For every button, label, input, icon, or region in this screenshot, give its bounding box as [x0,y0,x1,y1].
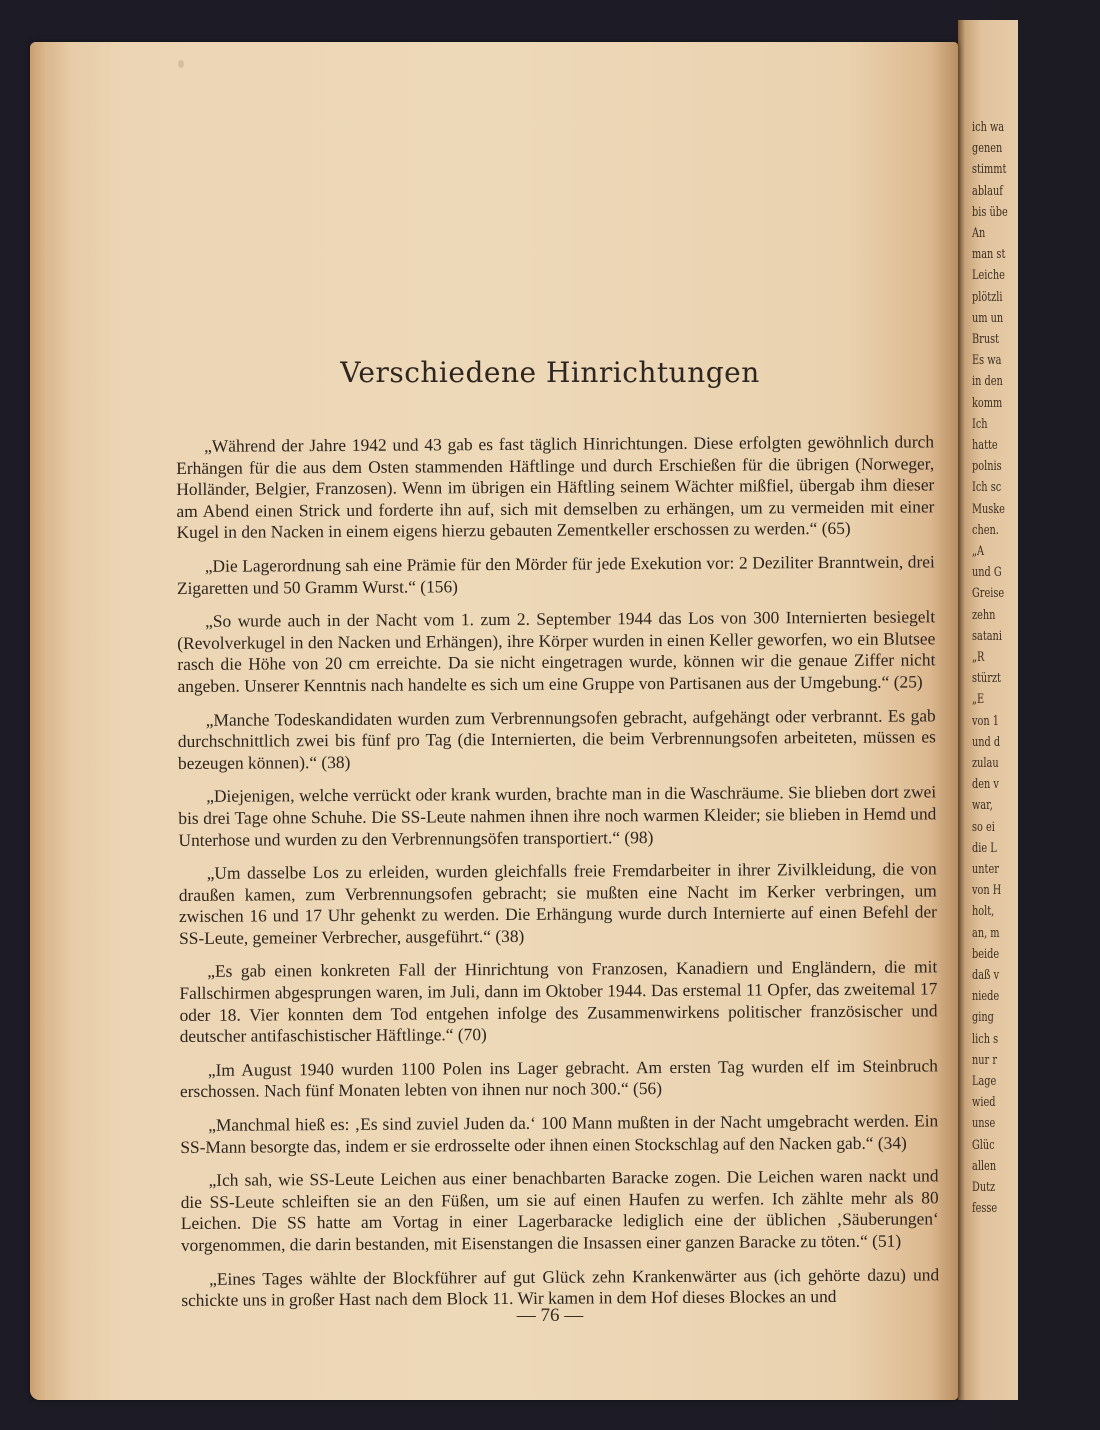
page-number: — 76 — [516,1305,584,1326]
adjacent-page-fragment: „E [972,692,985,708]
adjacent-page-fragment: stimmt [972,162,1007,178]
adjacent-page-fragment: polnis [972,459,1002,475]
adjacent-page-fragment: beide [972,946,1000,962]
adjacent-page-fragment: genen [972,141,1003,157]
adjacent-page-fragment: den v [972,777,999,793]
adjacent-page-fragment: zulau [972,756,999,771]
adjacent-page-fragment: an, m [972,925,1000,941]
paragraph: „Im August 1940 wurden 1100 Polen ins Lager gebracht. Am ersten Tag wurden elf im Steinbruch erschossen. Nach fünf Monaten lebten von ihnen nur noch 300.“ (56) [179,1055,938,1102]
adjacent-page-fragment: nur r [972,1052,997,1068]
adjacent-page-fragment: Brust [972,332,1000,347]
chapter-title: Verschiedene Hinrichtungen [340,356,760,389]
adjacent-page-fragment: plötzli [972,289,1003,305]
adjacent-page-fragment: komm [972,395,1003,411]
adjacent-page-fragment: Muske [972,501,1005,517]
body-text [176,431,939,1323]
adjacent-page-fragment: Greise [972,586,1005,602]
adjacent-page-fragment: holt, [972,904,995,920]
adjacent-page-fragment: satani [972,628,1002,644]
adjacent-page-fragment: Ich [972,416,988,432]
adjacent-page-fragment: Es wa [972,353,1002,369]
page-edge-shading [30,42,70,1400]
adjacent-page-fragment: um un [972,310,1004,326]
paragraph: „Diejenigen, welche verrückt oder krank wurden, brachte man in die Waschräume. Sie blieben dort zwei bis drei Tage ohne Schuhe. Die SS-Leute nahmen ihnen ihre noch warmen Kleider; sie blieben in Hemd und Unterhose und wurden zu den Verbrennungsöfen transportiert.“ (98) [178,781,937,850]
adjacent-page-fragment: ging [972,1010,994,1026]
adjacent-page-fragment: unse [972,1116,996,1132]
paragraph: „Manchmal hieß es: ‚Es sind zuviel Juden da.‘ 100 Mann mußten in der Nacht umgebracht werden. Ein SS-Mann besorgte das, indem er sie erdrosselte oder ihnen einen Stockschlag auf den Nacken gab.“ (34) [180,1110,939,1157]
adjacent-page-fragment: und G [972,565,1002,581]
adjacent-page-fragment: die L [972,840,997,856]
paragraph: „So wurde auch in der Nacht vom 1. zum 2. September 1944 das Los von 300 Internierten besiegelt (Revolverkugel in den Nacken und Erhängen), ihre Körper wurden in einen Keller geworfen, wo ein Blutsee rasch die Höhe von 20 cm erreichte. Da sie nicht eingetragen wurde, können wir die genaue Ziffer nicht angeben. Unserer Kenntnis nach handelte es sich um eine Gruppe von Partisanen aus der Umgebung.“ (25) [177,606,936,696]
paragraph: „Manche Todeskandidaten wurden zum Verbrennungsofen gebracht, aufgehängt oder verbrannt. Es gab durchschnittlich zwei bis fünf pro Tag (die Internierten, die beim Verbrennungsofen arbeiteten, müssen es bezeugen können).“ (38) [177,704,936,773]
adjacent-page-fragment: An [972,226,986,241]
adjacent-page-fragment: niede [972,989,1000,1005]
adjacent-page-fragment: hatte [972,438,998,453]
page-stain [178,60,184,68]
adjacent-page-fragment: bis übe [972,204,1008,220]
adjacent-page-fragment: daß v [972,968,1000,983]
adjacent-page-fragment: so ei [972,819,995,835]
adjacent-page-fragment: von 1 [972,713,999,729]
adjacent-page-fragment: von H [972,883,1002,899]
adjacent-page-fragment: unter [972,862,999,877]
adjacent-page-fragment: wied [972,1095,996,1111]
adjacent-page-fragment: Lage [972,1074,997,1089]
adjacent-page-fragment: war, [972,798,993,814]
paragraph: „Ich sah, wie SS-Leute Leichen aus einer benachbarten Baracke zogen. Die Leichen waren nackt und die SS-Leute schleiften sie an den Füßen, um sie auf einen Haufen zu werfen. Ich zählte mehr als 80 Leichen. Die SS hatte am Vortag in einer Lagerbaracke lediglich eine der üblichen ‚Säuberungen‘ vorgenommen, die darin bestanden, mit Eisenstangen die Insassen einer ganzen Baracke zu töten.“ (51) [180,1165,939,1255]
paragraph: „Die Lagerordnung sah eine Prämie für den Mörder für jede Exekution vor: 2 Deziliter Branntwein, drei Zigaretten und 50 Gramm Wurst.“ (156) [176,551,935,598]
adjacent-page-fragment: „R [972,650,985,665]
adjacent-page-fragment: lich s [972,1031,999,1047]
adjacent-page [958,20,1018,1400]
adjacent-page-fragment: stürzt [972,671,1001,687]
paragraph: „Während der Jahre 1942 und 43 gab es fast täglich Hinrichtungen. Diese erfolgten gewöhnlich durch Erhängen für die aus dem Osten stammenden Häftlinge und durch Erschießen für die übrigen (Norweger, Holländer, Belgier, Franzosen). Wenn im übrigen ein Häftling seinem Wächter mißfiel, übergab ihm dieser am Abend einen Strick und forderte ihn auf, sich mit demselben zu erhängen, um zu vermeiden mit einer Kugel in den Nacken in einem eigens hierzu gebauten Zementkeller erschossen zu werden.“ (65) [176,431,935,543]
adjacent-page-fragment: allen [972,1158,997,1174]
adjacent-page-fragment: chen. [972,522,999,538]
paragraph: „Es gab einen konkreten Fall der Hinrichtung von Franzosen, Kanadiern und Engländern, die mit Fallschirmen abgesprungen waren, im Juli, dann im Oktober 1944. Das erstemal 11 Opfer, das zweitemal 17 oder 18. Vier konnten dem Tod entgehen infolge des Zusammenwirkens politischer französischer und deutscher antifaschistischer Häftlinge.“ (70) [179,956,938,1047]
adjacent-page-fragment: „A [972,544,985,559]
adjacent-page-fragment: ich wa [972,120,1005,135]
adjacent-page-fragment: fesse [972,1201,998,1217]
adjacent-page-fragment: Leiche [972,268,1005,284]
adjacent-page-fragment: Dutz [972,1180,996,1195]
paragraph: „Um dasselbe Los zu erleiden, wurden gleichfalls freie Fremdarbeiter in ihrer Zivilkleidung, die von draußen kamen, zum Verbrennungsofen gebracht; sie mußten eine Nacht im Kerker verbringen, um zwischen 16 und 17 Uhr gehenkt zu werden. Die Erhängung wurde durch Internierte auf einen Befehl der SS-Leute, gemeiner Verbrecher, ausgeführt.“ (38) [178,858,937,948]
adjacent-page-fragment: zehn [972,607,996,623]
adjacent-page-fragment: Ich sc [972,480,1002,496]
paragraph: „Eines Tages wählte der Blockführer auf gut Glück zehn Krankenwärter aus (ich gehörte dazu) und schickte uns in großer Hast nach dem Block 11. Wir kamen in dem Hof dieses Blockes an und [181,1263,940,1311]
adjacent-page-fragment: in den [972,374,1003,390]
adjacent-page-fragment: Glüc [972,1137,995,1153]
adjacent-page-fragment: ablauf [972,183,1003,199]
adjacent-page-fragment: man st [972,247,1006,263]
adjacent-page-fragment: und d [972,734,1001,750]
